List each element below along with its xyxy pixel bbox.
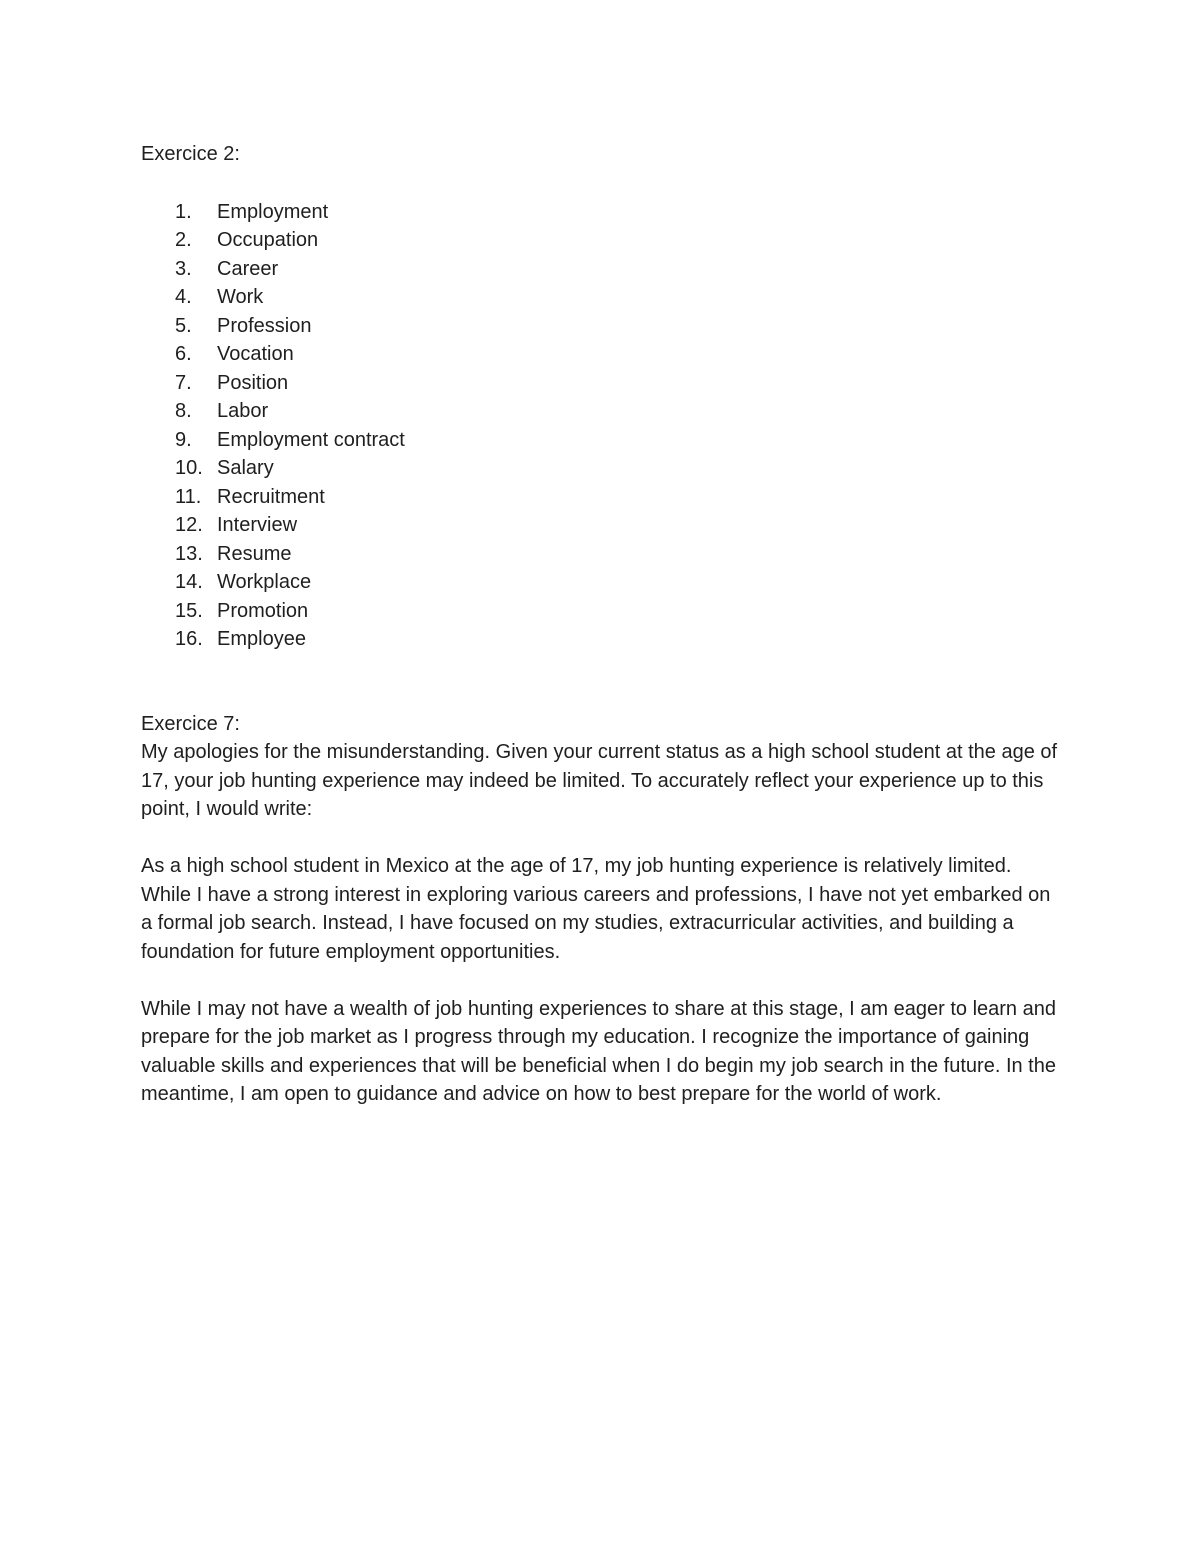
- list-item-number: 4.: [175, 286, 192, 308]
- list-item: [141, 483, 1061, 512]
- list-item-number: 5.: [175, 314, 192, 337]
- list-item: [141, 426, 1061, 455]
- paragraph-spacer: [141, 966, 1061, 995]
- list-item-label: Workplace: [217, 571, 312, 593]
- list-item-number: 2.: [175, 229, 192, 251]
- list-item-number: 15.: [175, 599, 203, 622]
- list-item-label: Occupation: [217, 229, 319, 251]
- list-item-label: Employee: [217, 628, 306, 650]
- list-item-label: Promotion: [217, 599, 309, 622]
- exercise-7-heading: Exercice 7:: [141, 712, 240, 735]
- list-item: [141, 340, 1061, 369]
- list-item-label: Interview: [217, 514, 298, 536]
- list-item: [141, 625, 1061, 654]
- exercise-7-paragraph-2: As a high school student in Mexico at the age of 17, my job hunting experience is relatively limited. While I have a strong interest in exploring various careers and professions, I have not yet embarked on a formal job search. Instead, I have focused on my studies, extracurricular activities, and building a foundation for future employment opportunities.: [141, 855, 1051, 963]
- list-item-number: 6.: [175, 343, 192, 365]
- list-item: [141, 568, 1061, 597]
- exercise-7-paragraph-1: My apologies for the misunderstanding. Given your current status as a high school student at the age of 17, your job hunting experience may indeed be limited. To accurately reflect your experience up to this point, I would write:: [141, 741, 1058, 820]
- section-spacer: [141, 654, 1061, 710]
- list-item-number: 11.: [175, 485, 202, 508]
- list-item-number: 12.: [175, 514, 203, 536]
- list-item-label: Vocation: [217, 343, 294, 365]
- list-item-number: 1.: [175, 200, 192, 223]
- list-item: [141, 597, 1061, 626]
- list-item-number: 8.: [175, 400, 192, 422]
- list-item-label: Resume: [217, 542, 292, 565]
- list-item-label: Profession: [217, 314, 312, 337]
- list-item-number: 7.: [175, 371, 192, 394]
- exercise-2-heading: Exercice 2:: [141, 143, 240, 165]
- list-item-label: Position: [217, 371, 289, 394]
- list-item: [141, 369, 1061, 398]
- list-item-label: Employment contract: [217, 428, 405, 451]
- list-item: [141, 454, 1061, 483]
- list-item-label: Salary: [217, 457, 274, 479]
- list-item-number: 16.: [175, 628, 203, 650]
- list-item-number: 10.: [175, 457, 203, 479]
- list-item-number: 3.: [175, 257, 192, 280]
- list-item-number: 13.: [175, 542, 203, 565]
- list-item: [141, 283, 1061, 312]
- list-item: [141, 226, 1061, 255]
- list-item-number: 9.: [175, 428, 192, 451]
- list-item: [141, 312, 1061, 341]
- list-item: [141, 511, 1061, 540]
- list-item-label: Career: [217, 257, 279, 280]
- list-item-label: Labor: [217, 400, 269, 422]
- paragraph-spacer: [141, 824, 1061, 853]
- list-item: [141, 540, 1061, 569]
- list-item-label: Work: [217, 286, 264, 308]
- list-item-number: 14.: [175, 571, 203, 593]
- list-item-label: Recruitment: [217, 485, 325, 508]
- list-item: [141, 397, 1061, 426]
- list-item: [141, 198, 1061, 227]
- exercise-2-list: [141, 198, 1061, 654]
- list-item: [141, 255, 1061, 284]
- list-item-label: Employment: [217, 200, 329, 223]
- exercise-7-paragraph-3: While I may not have a wealth of job hunting experiences to share at this stage, I am eager to learn and prepare for the job market as I progress through my education. I recognize the importance of gaining valuable skills and experiences that will be beneficial when I do begin my job search in the future. In the meantime, I am open to guidance and advice on how to best prepare for the world of work.: [141, 997, 1056, 1105]
- document-body: [141, 140, 1061, 1109]
